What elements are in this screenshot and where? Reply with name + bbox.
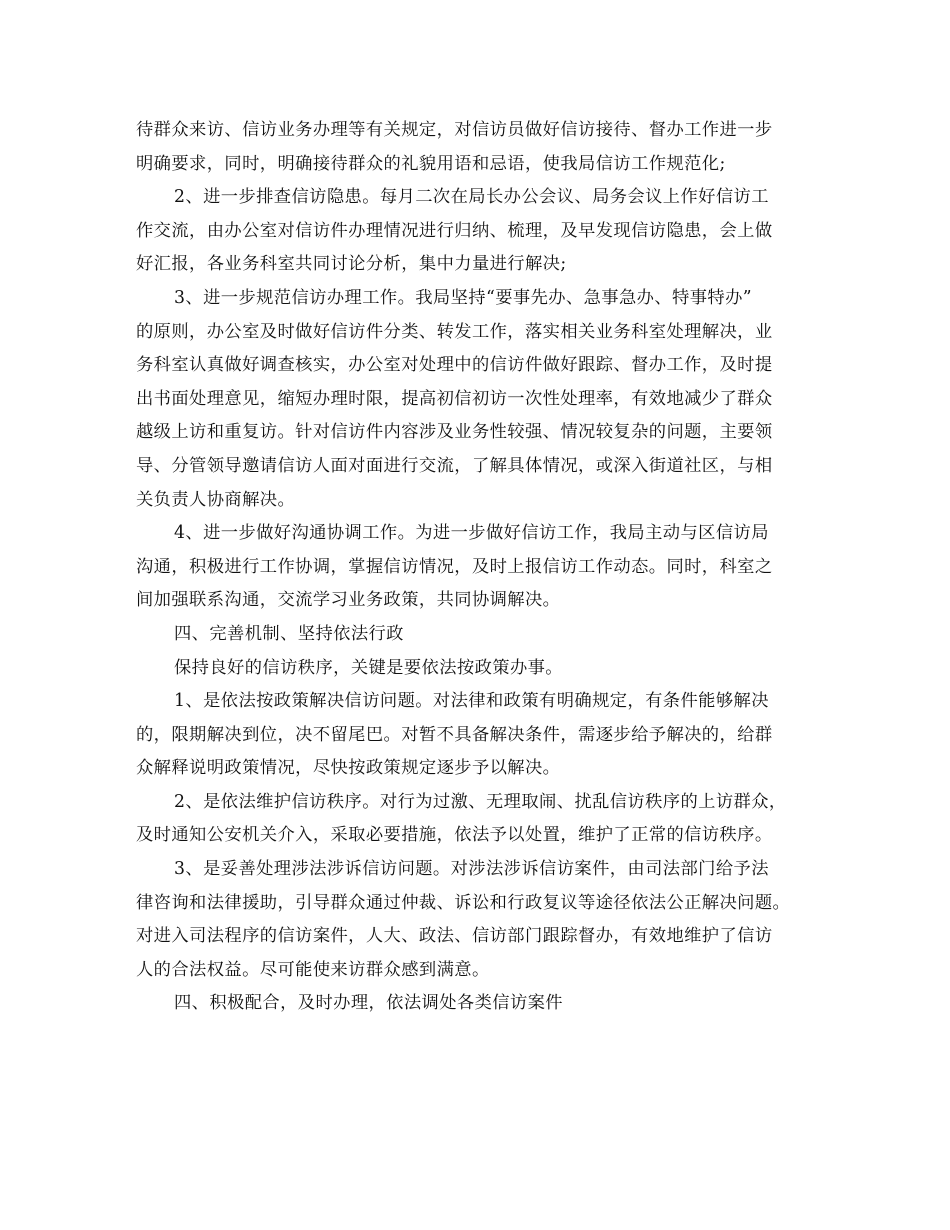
text-line: 间加强联系沟通，交流学习业务政策，共同协调解决。 [136, 590, 561, 611]
text-line: 导、分管领导邀请信访人面对面进行交流，了解具体情况，或深入街道社区，与相 [136, 455, 773, 476]
text-line: 务科室认真做好调查核实，办公室对处理中的信访件做好跟踪、督办工作，及时提 [136, 355, 773, 376]
section-heading: 四、积极配合，及时办理，依法调处各类信访案件 [174, 993, 563, 1014]
text-line: 众解释说明政策情况，尽快按政策规定逐步予以解决。 [136, 758, 561, 779]
text-line: 作交流，由办公室对信访件办理情况进行归纳、梳理，及早发现信访隐患，会上做 [136, 220, 773, 241]
paragraph-start-line: 1、是依法按政策解决信访问题。对法律和政策有明确规定，有条件能够解决 [174, 691, 769, 712]
text-line: 律咨询和法律援助，引导群众通过仲裁、诉讼和行政复议等途径依法公正解决问题。 [136, 892, 791, 913]
text-line: 的，限期解决到位，决不留尾巴。对暂不具备解决条件，需逐步给予解决的，给群 [136, 724, 773, 745]
text-line: 待群众来访、信访业务办理等有关规定，对信访员做好信访接待、督办工作进一步 [136, 120, 773, 140]
text-line: 关负责人协商解决。 [136, 489, 296, 510]
body-text [136, 114, 836, 1021]
text-line: 对进入司法程序的信访案件，人大、政法、信访部门跟踪督办，有效地维护了信访 [136, 926, 773, 947]
text-line: 越级上访和重复访。针对信访件内容涉及业务性较强、情况较复杂的问题，主要领 [136, 422, 773, 443]
text-line: 好汇报，各业务科室共同讨论分析，集中力量进行解决; [136, 254, 567, 275]
text-line: 人的合法权益。尽可能使来访群众感到满意。 [136, 959, 490, 980]
paragraph-start-line: 3、进一步规范信访办理工作。我局坚持“要事先办、急事急办、特事特办” [174, 287, 752, 308]
text-line: 出书面处理意见，缩短办理时限，提高初信初访一次性处理率，有效地减少了群众 [136, 388, 773, 409]
paragraph-start-line: 3、是妥善处理涉法涉诉信访问题。对涉法涉诉信访案件，由司法部门给予法 [174, 859, 769, 880]
paragraph-start-line: 4、进一步做好沟通协调工作。为进一步做好信访工作，我局主动与区信访局 [174, 523, 769, 544]
paragraph-start-line: 2、进一步排查信访隐患。每月二次在局长办公会议、局务会议上作好信访工 [174, 187, 769, 208]
paragraph-start-line: 保持良好的信访秩序，关键是要依法按政策办事。 [174, 657, 563, 678]
text-line: 明确要求，同时，明确接待群众的礼貌用语和忌语，使我局信访工作规范化; [136, 153, 726, 174]
section-heading: 四、完善机制、坚持依法行政 [174, 623, 404, 644]
text-line: 沟通，积极进行工作协调，掌握信访情况，及时上报信访工作动态。同时，科室之 [136, 556, 773, 577]
text-line: 的原则，办公室及时做好信访件分类、转发工作，落实相关业务科室处理解决，业 [136, 321, 773, 342]
paragraph-start-line: 2、是依法维护信访秩序。对行为过激、无理取闹、扰乱信访秩序的上访群众， [174, 791, 787, 812]
text-line: 及时通知公安机关介入，采取必要措施，依法予以处置，维护了正常的信访秩序。 [136, 825, 773, 846]
